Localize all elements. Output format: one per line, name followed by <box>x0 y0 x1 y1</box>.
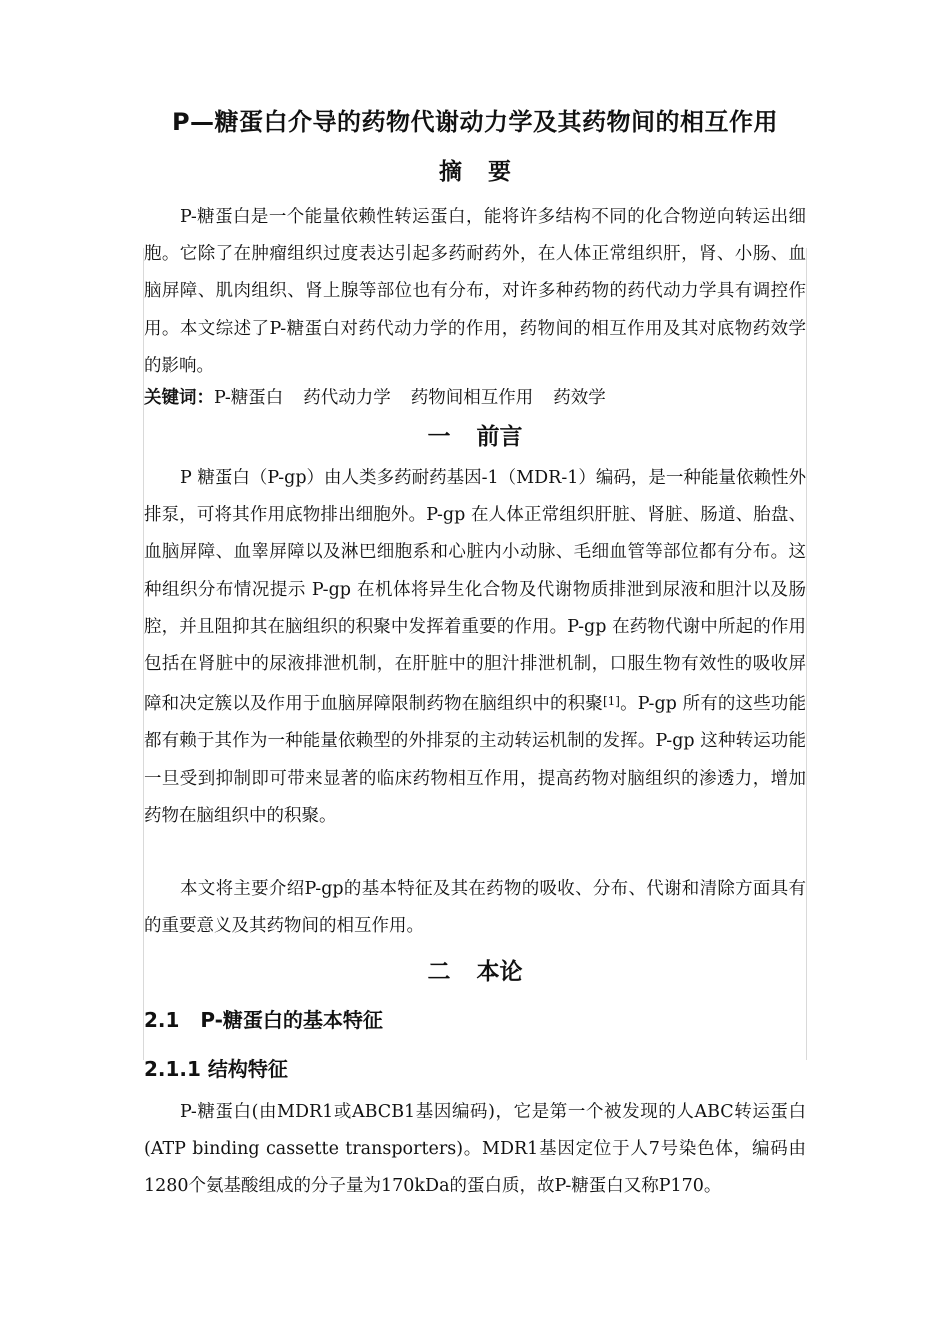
section1-para1-text-b: 。P-gp 所有的这些功能都有赖于其作为一种能量依赖型的外排泵的主动转运机制的发挥。P-gp 这种转运功能一旦受到抑制即可带来显著的临床药物相互作用，提高药物对脑组织的渗透力，增加药物在脑组织中的积聚。 <box>144 694 806 826</box>
section2-paragraph-1: P-糖蛋白(由MDR1或ABCB1基因编码)，它是第一个被发现的人ABC转运蛋白(ATP binding cassette transporters)。MDR1基因定位于人7号染色体，编码由1280个氨基酸组成的分子量为170kDa的蛋白质，故P-糖蛋白又称P170。 <box>144 1102 806 1197</box>
document-title: P—糖蛋白介导的药物代谢动力学及其药物间的相互作用 <box>171 108 779 136</box>
keyword-item: 药效学 <box>553 388 606 408</box>
subsection-2-1-1-heading: 2.1.1 结构特征 <box>144 1057 288 1081</box>
subsection-2-1-heading: 2.1 P-糖蛋白的基本特征 <box>144 1008 383 1032</box>
section1-para1-text-a: P 糖蛋白（P-gp）由人类多药耐药基因-1（MDR-1）编码，是一种能量依赖性外排泵，可将其作用底物排出细胞外。P-gp 在人体正常组织肝脏、肾脏、肠道、胎盘、血脑屏障、血睾屏障以及淋巴细胞系和心脏内小动脉、毛细血管等部位都有分布。这种组织分布情况提示 P-gp 在机体将异生化合物及代谢物质排泄到尿液和胆汁以及肠腔，并且阻抑其在脑组织的积聚中发挥着重要的作用。P-gp 在药物代谢中所起的作用包括在肾脏中的尿液排泄机制，在肝脏中的胆汁排泄机制，口服生物有效性的吸收屏障和决定簇以及作用于血脑屏障限制药物在脑组织中的积聚 <box>144 468 806 715</box>
abstract-heading: 摘 要 <box>438 159 511 185</box>
keywords-line <box>144 384 626 409</box>
abstract-body: P-糖蛋白是一个能量依赖性转运蛋白，能将许多结构不同的化合物逆向转运出细胞。它除了在肿瘤组织过度表达引起多药耐药外，在人体正常组织肝，肾、小肠、血脑屏障、肌肉组织、肾上腺等部位也有分布，对许多种药物的药代动力学具有调控作用。本文综述了P-糖蛋白对药代动力学的作用，药物间的相互作用及其对底物药效学的影响。 <box>144 207 806 376</box>
section1-paragraph-1 <box>144 460 806 835</box>
frame-right-line <box>806 248 807 1060</box>
keyword-item: 药物间相互作用 <box>410 388 534 408</box>
keyword-item: P-糖蛋白 <box>214 388 284 408</box>
keywords-label: 关键词： <box>144 388 214 408</box>
citation-ref: [1] <box>602 694 620 709</box>
keyword-item: 药代动力学 <box>303 388 391 408</box>
section1-paragraph-2: 本文将主要介绍P-gp的基本特征及其在药物的吸收、分布、代谢和清除方面具有的重要意义及其药物间的相互作用。 <box>144 879 806 937</box>
section2-heading: 二 本论 <box>427 959 523 985</box>
section1-heading: 一 前言 <box>427 424 523 450</box>
